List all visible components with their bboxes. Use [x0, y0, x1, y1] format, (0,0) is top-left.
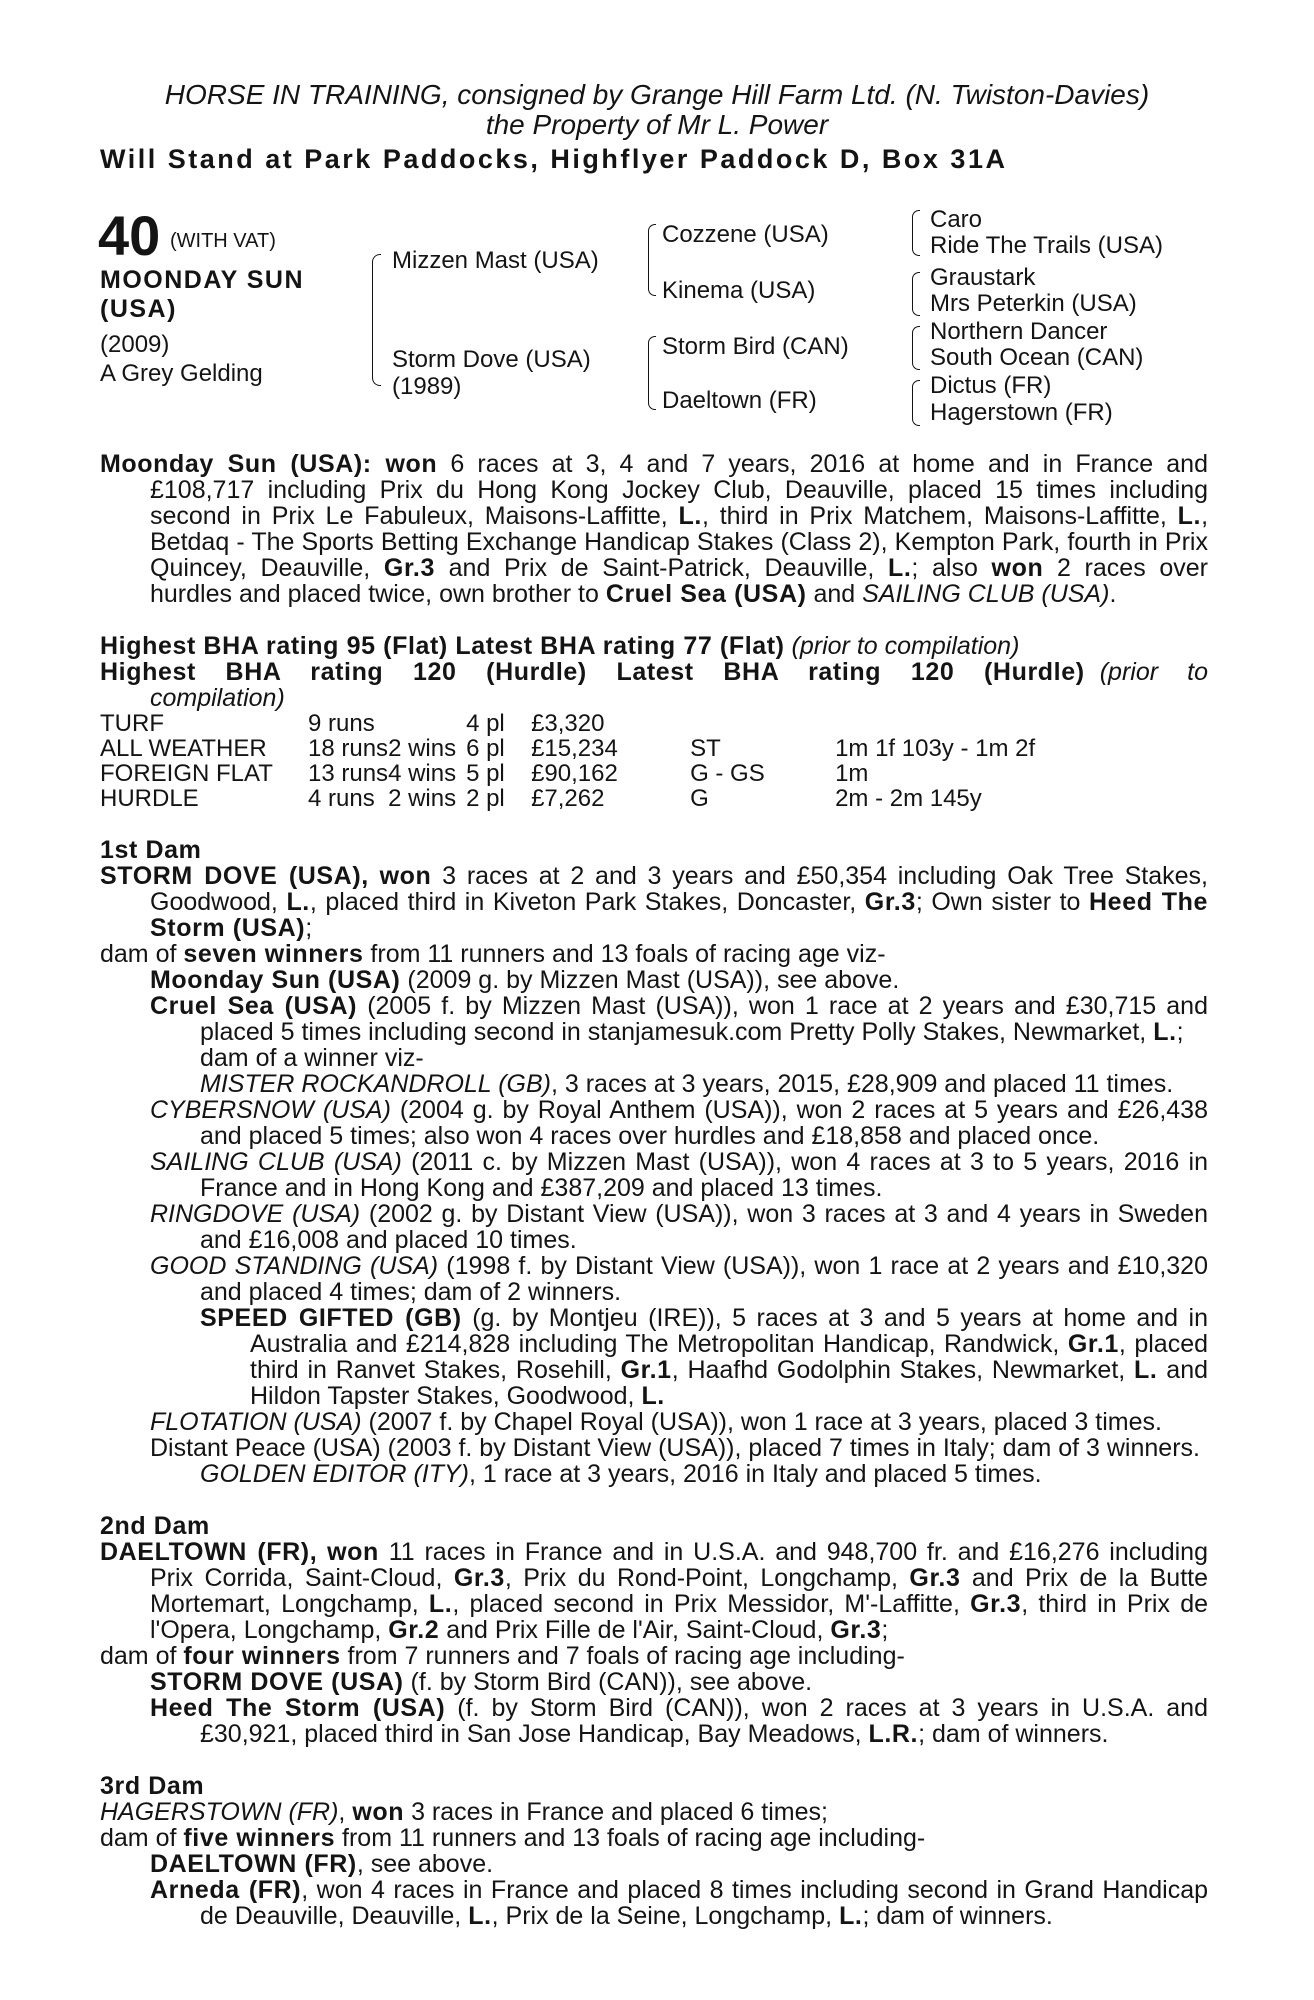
table-row: TURF 9 runs 4 pl £3,320	[100, 710, 605, 737]
catalogue-header	[0, 79, 1314, 174]
table-row: ALL WEATHER 18 runs 2 wins 6 pl £15,234 ST 1m 1f 103y - 1m 2f	[100, 735, 1036, 762]
pedigree-g6: South Ocean (CAN)	[930, 344, 1144, 371]
list-item: STORM DOVE (USA) (f. by Storm Bird (CAN)), see above.	[150, 1668, 813, 1696]
pedigree-g3: Graustark	[930, 264, 1036, 291]
horse-description: A Grey Gelding	[100, 360, 263, 387]
pedigree-g4: Mrs Peterkin (USA)	[930, 290, 1137, 317]
foaling-year: (2009)	[100, 331, 170, 358]
list-item: RINGDOVE (USA) (2002 g. by Distant View (USA)), won 3 races at 3 and 4 years in Sweden and £16,008 and placed 10 times.	[150, 1200, 1208, 1254]
pedigree-dam-year: (1989)	[392, 373, 462, 400]
lot-number: 40	[98, 204, 161, 267]
list-item: Moonday Sun (USA) (2009 g. by Mizzen Mast (USA)), see above.	[150, 966, 900, 994]
list-item: Cruel Sea (USA) (2005 f. by Mizzen Mast (USA)), won 1 race at 2 years and £30,715 and placed 5 times including second in stanjamesuk.com Pretty Polly Stakes, Newmarket, L.; dam of a winner viz-	[150, 992, 1208, 1072]
list-item: Heed The Storm (USA) (f. by Storm Bird (CAN)), won 2 races at 3 years in U.S.A. and £30,921, placed third in San Jose Handicap, Bay Meadows, L.R.; dam of winners.	[150, 1694, 1208, 1748]
pedigree-brace-4	[912, 210, 920, 256]
pedigree-brace-5	[912, 272, 920, 316]
table-row: FOREIGN FLAT 13 runs 4 wins 5 pl £90,162 G - GS 1m	[100, 760, 869, 787]
property-line: the Property of Mr L. Power	[485, 109, 829, 140]
horse-summary: Moonday Sun (USA): won 6 races at 3, 4 and 7 years, 2016 at home and in France and £108,717 including Prix du Hong Kong Jockey Club, Deauville, placed 15 times including second in Prix Le Fabuleux, Maisons-Laffitte, L., third in Prix Matchem, Maisons-Laffitte, L., Betdaq - The Sports Betting Exchange Handicap Stakes (Class 2), Kempton Park, fourth in Prix Quincey, Deauville, Gr.3 and Prix de Saint-Patrick, Deauville, L.; also won 2 races over hurdles and placed twice, own brother to Cruel Sea (USA) and SAILING CLUB (USA).	[100, 450, 1209, 608]
pedigree-sire-dam: Kinema (USA)	[662, 277, 816, 304]
second-dam-produce: dam of four winners from 7 runners and 7 foals of racing age including-	[100, 1642, 905, 1670]
pedigree-brace-6	[912, 326, 920, 370]
third-dam-summary: HAGERSTOWN (FR), won 3 races in France and placed 6 times;	[100, 1798, 828, 1826]
pedigree-dam: Storm Dove (USA)	[392, 346, 591, 373]
consignor-line: HORSE IN TRAINING, consigned by Grange Hill Farm Ltd. (N. Twiston-Davies)	[164, 79, 1150, 110]
second-dam-heading: 2nd Dam	[100, 1512, 210, 1540]
hurdle-rating: Highest BHA rating 120 (Hurdle) Latest BHA rating 120 (Hurdle) (prior to compilation)	[100, 658, 1208, 712]
flat-rating: Highest BHA rating 95 (Flat) Latest BHA rating 77 (Flat) (prior to compilation)	[100, 632, 1020, 660]
first-dam-heading: 1st Dam	[100, 836, 202, 864]
pedigree-brace-1	[372, 254, 381, 386]
list-item: MISTER ROCKANDROLL (GB), 3 races at 3 years, 2015, £28,909 and placed 11 times.	[200, 1070, 1174, 1098]
list-item: DAELTOWN (FR), see above.	[150, 1850, 494, 1878]
horse-info	[100, 330, 263, 388]
pedigree-dam-sire: Storm Bird (CAN)	[662, 333, 849, 360]
list-item: FLOTATION (USA) (2007 f. by Chapel Royal (USA)), won 1 race at 3 years, placed 3 times.	[150, 1408, 1162, 1436]
pedigree-g8: Hagerstown (FR)	[930, 399, 1113, 426]
pedigree-g7: Dictus (FR)	[930, 372, 1052, 399]
table-row: HURDLE 4 runs 2 wins 2 pl £7,262 G 2m - 2m 145y	[100, 785, 982, 812]
stand-location: Will Stand at Park Paddocks, Highflyer Paddock D, Box 31A	[100, 144, 1008, 174]
list-item: CYBERSNOW (USA) (2004 g. by Royal Anthem (USA)), won 2 races at 5 years and £26,438 and placed 5 times; also won 4 races over hurdles and £18,858 and placed once.	[150, 1096, 1208, 1150]
second-dam-summary: DAELTOWN (FR), won 11 races in France and in U.S.A. and 948,700 fr. and £16,276 including Prix Corrida, Saint-Cloud, Gr.3, Prix du Rond-Point, Longchamp, Gr.3 and Prix de la Butte Mortemart, Longchamp, L., placed second in Prix Messidor, M'-Laffitte, Gr.3, third in Prix de l'Opera, Longchamp, Gr.2 and Prix Fille de l'Air, Saint-Cloud, Gr.3;	[100, 1538, 1209, 1644]
pedigree-g1: Caro	[930, 206, 983, 233]
catalogue-notes	[100, 451, 1208, 1929]
pedigree-g2: Ride The Trails (USA)	[930, 232, 1163, 259]
pedigree-g5: Northern Dancer	[930, 318, 1108, 345]
list-item: SPEED GIFTED (GB) (g. by Montjeu (IRE)), 5 races at 3 and 5 years at home and in Australia and £214,828 including The Metropolitan Handicap, Randwick, Gr.1, placed third in Ranvet Stakes, Rosehill, Gr.1, Haafhd Godolphin Stakes, Newmarket, L. and Hildon Tapster Stakes, Goodwood, L.	[200, 1304, 1209, 1410]
list-item: GOLDEN EDITOR (ITY), 1 race at 3 years, 2016 in Italy and placed 5 times.	[200, 1460, 1042, 1488]
third-dam-produce: dam of five winners from 11 runners and 13 foals of racing age including-	[100, 1824, 926, 1852]
first-dam-summary: STORM DOVE (USA), won 3 races at 2 and 3 years and £50,354 including Oak Tree Stakes, Goodwood, L., placed third in Kiveton Park Stakes, Doncaster, Gr.3; Own sister to Heed The Storm (USA);	[100, 862, 1208, 942]
pedigree-sire: Mizzen Mast (USA)	[392, 247, 599, 274]
list-item: Arneda (FR), won 4 races in France and placed 8 times including second in Grand Handicap de Deauville, Deauville, L., Prix de la Seine, Longchamp, L.; dam of winners.	[150, 1876, 1209, 1930]
pedigree-sire-sire: Cozzene (USA)	[662, 221, 829, 248]
list-item: Distant Peace (USA) (2003 f. by Distant View (USA)), placed 7 times in Italy; dam of 3 winners.	[150, 1434, 1200, 1462]
pedigree-brace-7	[912, 380, 920, 426]
pedigree-dam-dam: Daeltown (FR)	[662, 387, 817, 414]
pedigree-brace-3	[648, 336, 656, 410]
race-record-table	[100, 711, 1035, 811]
third-dam-heading: 3rd Dam	[100, 1772, 205, 1800]
pedigree-brace-2	[648, 224, 656, 296]
horse-name: MOONDAY SUN (USA)	[100, 266, 305, 323]
vat-note: (WITH VAT)	[170, 230, 276, 252]
first-dam-produce: dam of seven winners from 11 runners and 13 foals of racing age viz-	[100, 940, 886, 968]
list-item: SAILING CLUB (USA) (2011 c. by Mizzen Mast (USA)), won 4 races at 3 to 5 years, 2016 in France and in Hong Kong and £387,209 and placed 13 times.	[150, 1148, 1209, 1202]
list-item: GOOD STANDING (USA) (1998 f. by Distant View (USA)), won 1 race at 2 years and £10,320 and placed 4 times; dam of 2 winners.	[150, 1252, 1208, 1306]
